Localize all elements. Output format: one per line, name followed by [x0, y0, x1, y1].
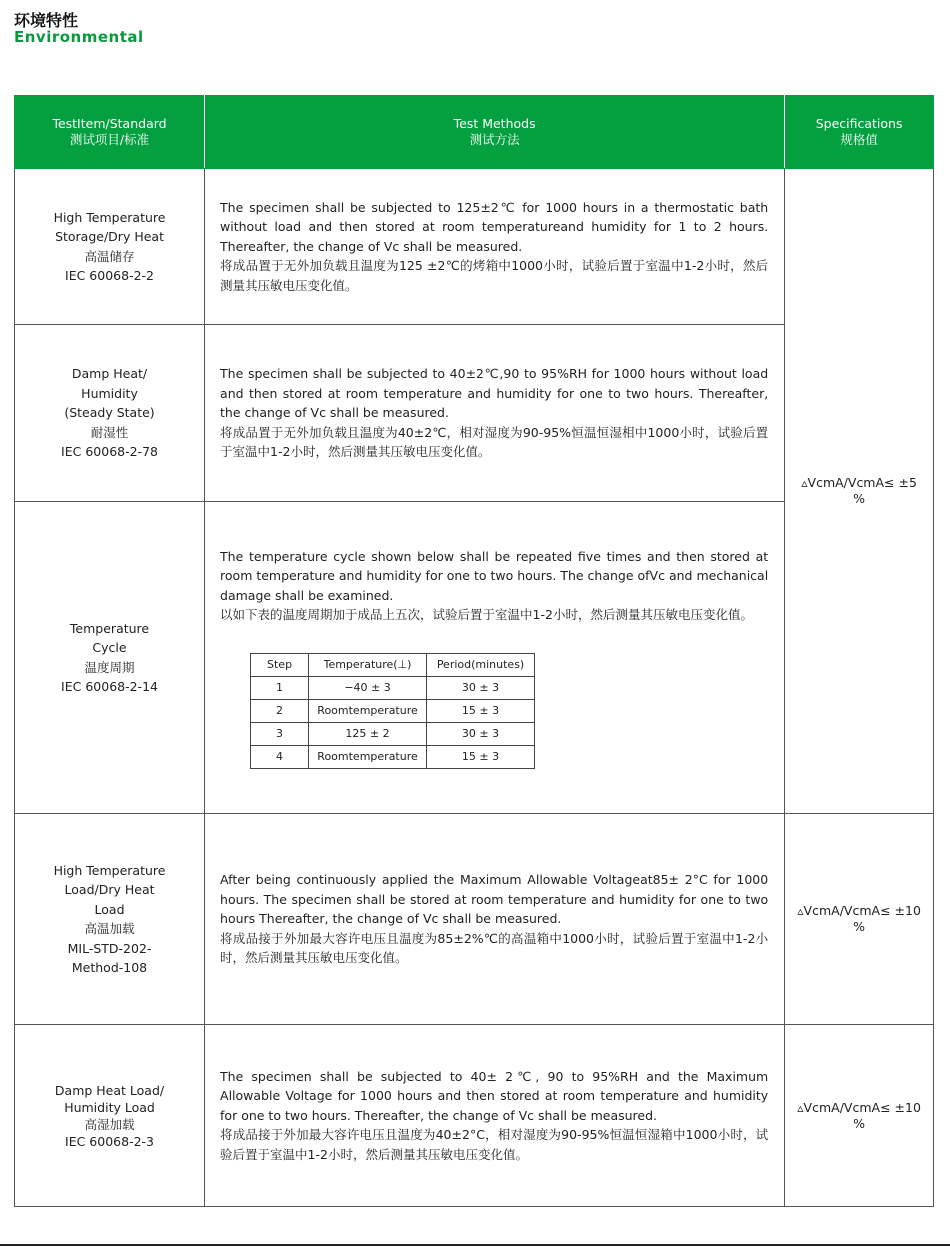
cycle-header-row [251, 653, 535, 676]
page-title-cn: 环境特性 [14, 11, 79, 30]
page-title-en: Environmental [14, 28, 144, 46]
table-row [15, 169, 934, 325]
table-header-row [15, 96, 934, 169]
environmental-test-table [14, 95, 934, 1207]
test-item-cell: Damp Heat Load/ Humidity Load 高湿加载 IEC 60068-2-3 [15, 1025, 205, 1207]
cycle-header-temperature: Temperature(⊥) [309, 653, 427, 676]
test-method-cell [205, 1025, 785, 1207]
header-test-item: TestItem/Standard 测试项目/标准 [15, 96, 205, 169]
cycle-temperature: Roomtemperature [309, 745, 427, 768]
method-text-cn: 将成品置于无外加负载且温度为40±2℃，相对湿度为90-95%恒温恒湿相中1000小时，试验后置于室温中1-2小时，然后测量其压敏电压变化值。 [220, 424, 769, 460]
method-text-en: The specimen shall be subjected to 125±2℃ for 1000 hours in a thermostatic bath without load and then stored at room temperatureand humidity for 1 to 2 hours. Thereafter, the change of Vc shall be measured. [220, 199, 769, 254]
table-row [15, 1025, 934, 1207]
method-text-en: After being continuously applied the Maximum Allowable Voltageat85± 2°C for 1000 hours. The specimen shall be stored at room temperature and humidity for one to two hours Thereafter, the change of Vc shall be measured. [220, 872, 769, 927]
test-item-cell: High Temperature Storage/Dry Heat 高温储存 IEC 60068-2-2 [15, 169, 205, 325]
cycle-temperature: Roomtemperature [309, 699, 427, 722]
method-text-cn: 以如下表的温度周期加于成品上五次，试验后置于室温中1-2小时，然后测量其压敏电压变化值。 [220, 607, 753, 622]
test-method-cell [205, 169, 785, 325]
table-row [15, 814, 934, 1025]
method-text-en: The specimen shall be subjected to 40± 2℃, 90 to 95%RH and the Maximum Allowable Voltage for 1000 hours and then stored at room temperature and humidity for one to two hours. Thereafter, the change of Vc shall be measured. [220, 1068, 769, 1123]
cycle-period: 30 ± 3 [427, 676, 535, 699]
method-text-en: The specimen shall be subjected to 40±2℃,90 to 95%RH for 1000 hours without load and then stored at room temperature and humidity for one to two hours. Thereafter, the change of Vc shall be measured. [220, 366, 769, 421]
method-text-en: The temperature cycle shown below shall be repeated five times and then stored at room temperature and humidity for one to two hours. The change ofVc and mechanical damage shall be examined. [220, 548, 769, 603]
test-method-cell [205, 502, 785, 814]
cycle-period: 15 ± 3 [427, 745, 535, 768]
cycle-step: 4 [251, 745, 309, 768]
cycle-header-period: Period(minutes) [427, 653, 535, 676]
spec-cell: ▵VcmA/VcmA≤ ±5 % [785, 169, 934, 814]
cycle-row [251, 722, 535, 745]
cycle-row [251, 699, 535, 722]
cycle-temperature: −40 ± 3 [309, 676, 427, 699]
cycle-step: 3 [251, 722, 309, 745]
header-specifications: Specifications 规格值 [785, 96, 934, 169]
cycle-period: 30 ± 3 [427, 722, 535, 745]
cycle-header-step: Step [251, 653, 309, 676]
spec-cell: ▵VcmA/VcmA≤ ±10 % [785, 814, 934, 1025]
cycle-step: 2 [251, 699, 309, 722]
cycle-step: 1 [251, 676, 309, 699]
test-item-cell: Temperature Cycle 温度周期 IEC 60068-2-14 [15, 502, 205, 814]
cycle-row [251, 676, 535, 699]
test-method-cell [205, 814, 785, 1025]
cycle-period: 15 ± 3 [427, 699, 535, 722]
bottom-divider [0, 1244, 950, 1246]
test-method-cell [205, 325, 785, 502]
test-item-cell: Damp Heat/ Humidity (Steady State) 耐湿性 IEC 60068-2-78 [15, 325, 205, 502]
test-item-cell: High Temperature Load/Dry Heat Load 高温加载 MIL-STD-202- Method-108 [15, 814, 205, 1025]
spec-cell: ▵VcmA/VcmA≤ ±10 % [785, 1025, 934, 1207]
method-text-cn: 将成品接于外加最大容许电压且温度为85±2%℃的高温箱中1000小时，试验后置于室温中1-2小时，然后测量其压敏电压变化值。 [220, 930, 769, 966]
header-test-methods: Test Methods 测试方法 [205, 96, 785, 169]
method-text-cn: 将成品接于外加最大容许电压且温度为40±2°C，相对湿度为90-95%恒温恒湿箱中1000小时，试验后置于室温中1-2小时，然后测量其压敏电压变化值。 [220, 1127, 769, 1162]
temperature-cycle-table [250, 653, 535, 769]
method-text-cn: 将成品置于无外加负载且温度为125 ±2℃的烤箱中1000小时，试验后置于室温中1-2小时，然后测量其压敏电压变化值。 [220, 258, 769, 293]
cycle-row [251, 745, 535, 768]
cycle-temperature: 125 ± 2 [309, 722, 427, 745]
